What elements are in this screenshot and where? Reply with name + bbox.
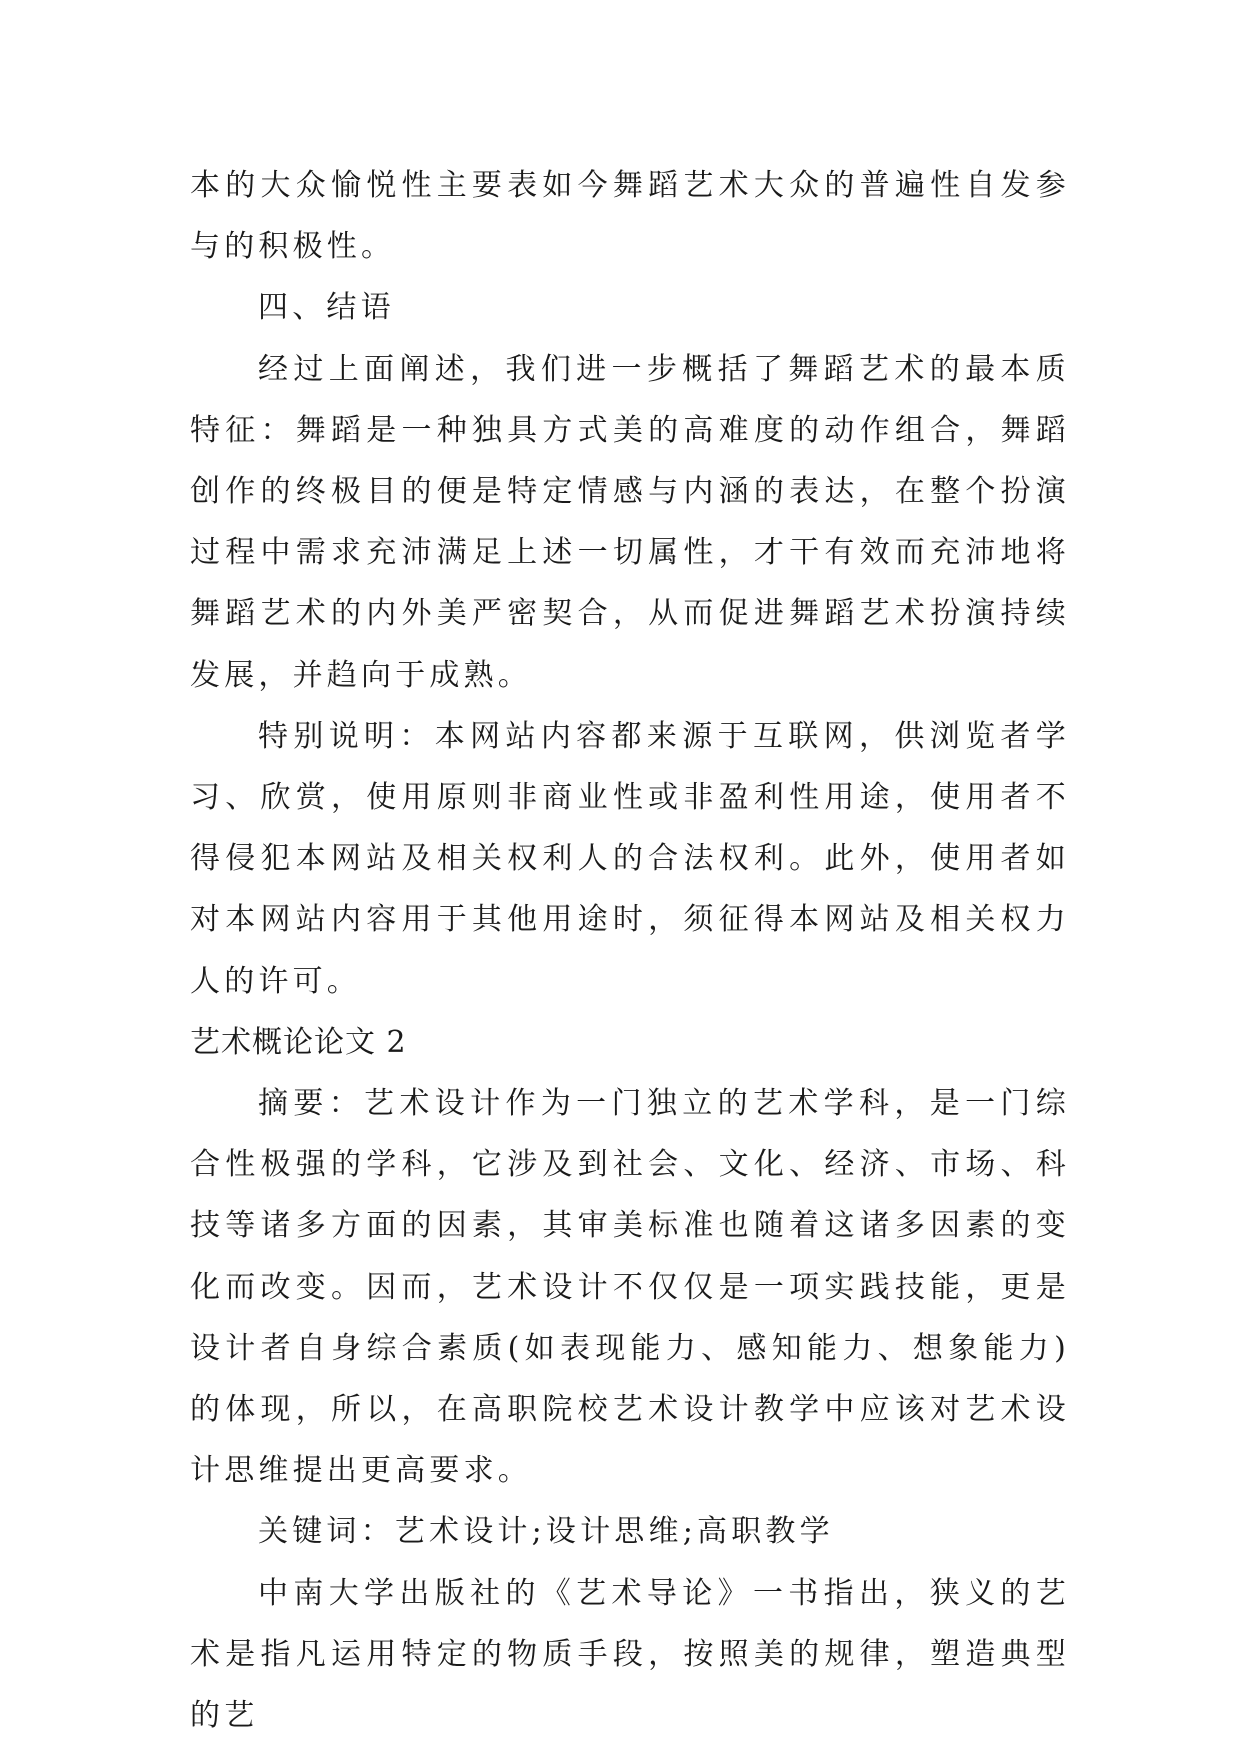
paragraph-disclaimer: 特别说明：本网站内容都来源于互联网，供浏览者学习、欣赏，使用原则非商业性或非盈利性用途，使用者不得侵犯本网站及相关权利人的合法权利。此外，使用者如对本网站内容用于其他用途时，须征得本网站及相关权力人的许可。 (190, 718, 1070, 999)
paragraph-body: 中南大学出版社的《艺术导论》一书指出，狭义的艺术是指凡运用特定的物质手段，按照美的规律，塑造典型的艺 (190, 1575, 1070, 1734)
paragraph-abstract: 摘要：艺术设计作为一门独立的艺术学科，是一门综合性极强的学科，它涉及到社会、文化、经济、市场、科技等诸多方面的因素，其审美标准也随着这诸多因素的变化而改变。因而，艺术设计不仅仅是一项实践技能，更是设计者自身综合素质(如表现能力、感知能力、想象能力)的体现，所以，在高职院校艺术设计教学中应该对艺术设计思维提出更高要求。 (190, 1086, 1070, 1489)
paragraph-conclusion: 经过上面阐述，我们进一步概括了舞蹈艺术的最本质特征：舞蹈是一种独具方式美的高难度的动作组合，舞蹈创作的终极目的便是特定情感与内涵的表达，在整个扮演过程中需求充沛满足上述一切属性，才干有效而充沛地将舞蹈艺术的内外美严密契合，从而促进舞蹈艺术扮演持续发展，并趋向于成熟。 (190, 351, 1070, 693)
section-heading-conclusion: 四、结语 (258, 290, 395, 326)
paragraph-keywords: 关键词：艺术设计;设计思维;高职教学 (258, 1514, 834, 1550)
document-body (190, 155, 1070, 1746)
article-title: 艺术概论论文 2 (190, 1024, 407, 1060)
paragraph-continuation: 本的大众愉悦性主要表如今舞蹈艺术大众的普遍性自发参与的积极性。 (190, 168, 1070, 265)
